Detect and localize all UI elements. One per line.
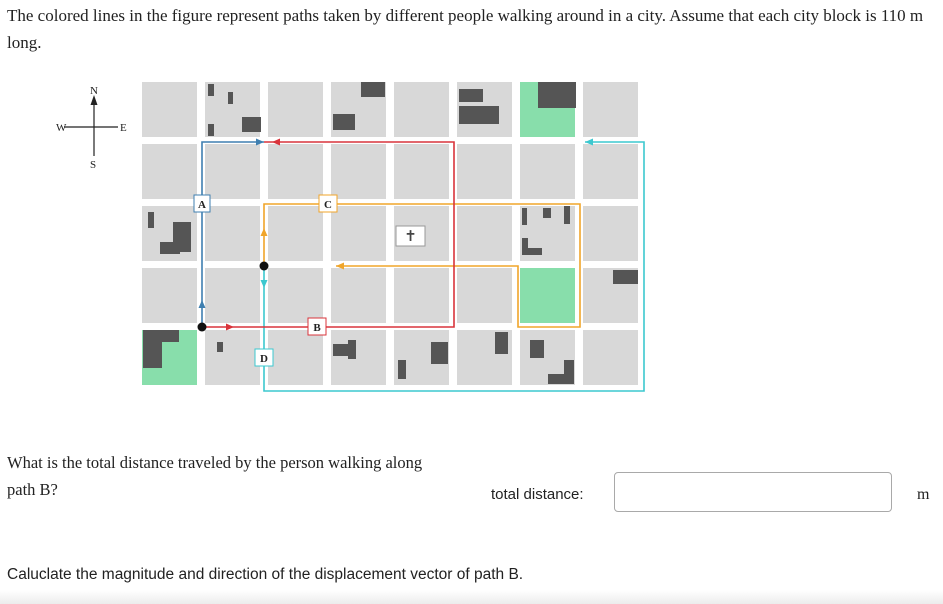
city-block <box>142 268 197 323</box>
svg-text:C: C <box>324 199 332 211</box>
city-block <box>268 330 323 385</box>
svg-text:B: B <box>313 322 321 334</box>
city-block <box>457 144 512 199</box>
path-b-mid-arrow-icon <box>226 324 234 331</box>
city-block <box>268 144 323 199</box>
city-block <box>268 206 323 261</box>
city-block <box>331 144 386 199</box>
compass-rose <box>52 84 132 174</box>
city-block <box>142 144 197 199</box>
park-block <box>520 268 575 323</box>
city-block <box>142 82 197 137</box>
city-block <box>205 330 260 385</box>
svg-text:D: D <box>260 353 268 365</box>
unit-label: m <box>917 486 930 503</box>
city-block <box>520 144 575 199</box>
city-block <box>205 268 260 323</box>
compass-east-label: E <box>120 122 127 134</box>
path-d-label <box>255 349 273 366</box>
compass-west-label: W <box>56 122 67 134</box>
city-block <box>583 144 638 199</box>
city-block <box>457 268 512 323</box>
problem-intro: The colored lines in the figure represent paths taken by different people walking around in a city. Assume that each city block is 110 m long. <box>7 6 924 52</box>
city-block <box>583 82 638 137</box>
city-block <box>394 82 449 137</box>
start-point-cd <box>260 262 269 271</box>
church-cross-icon: ✝ <box>404 227 417 245</box>
city-block <box>331 330 386 385</box>
path-c-mid-arrow-icon <box>261 228 268 236</box>
path-b-label <box>308 318 326 335</box>
path-a-mid-arrow-icon <box>199 300 206 308</box>
city-block <box>331 206 386 261</box>
question-text: What is the total distance traveled by the person walking along path B? <box>7 453 423 499</box>
city-block <box>583 206 638 261</box>
city-block <box>583 330 638 385</box>
city-block <box>457 206 512 261</box>
city-block <box>268 82 323 137</box>
start-point-ab <box>198 323 207 332</box>
city-block <box>205 144 260 199</box>
city-block <box>268 268 323 323</box>
bottom-shadow <box>0 590 943 604</box>
city-blocks <box>142 82 638 385</box>
compass-north-label: N <box>90 85 98 97</box>
compass-south-label: S <box>90 159 97 171</box>
path-c-label <box>319 195 337 212</box>
svg-text:A: A <box>198 199 206 211</box>
city-block <box>394 144 449 199</box>
path-a-label <box>194 195 210 212</box>
city-block <box>331 268 386 323</box>
city-block <box>394 268 449 323</box>
displacement-question: Caluclate the magnitude and direction of the displacement vector of path B. <box>7 566 524 583</box>
city-map <box>138 78 653 398</box>
total-distance-label: total distance: <box>491 486 584 503</box>
path-d-mid-arrow-icon <box>261 280 268 288</box>
city-block <box>205 206 260 261</box>
total-distance-input[interactable] <box>614 472 892 512</box>
